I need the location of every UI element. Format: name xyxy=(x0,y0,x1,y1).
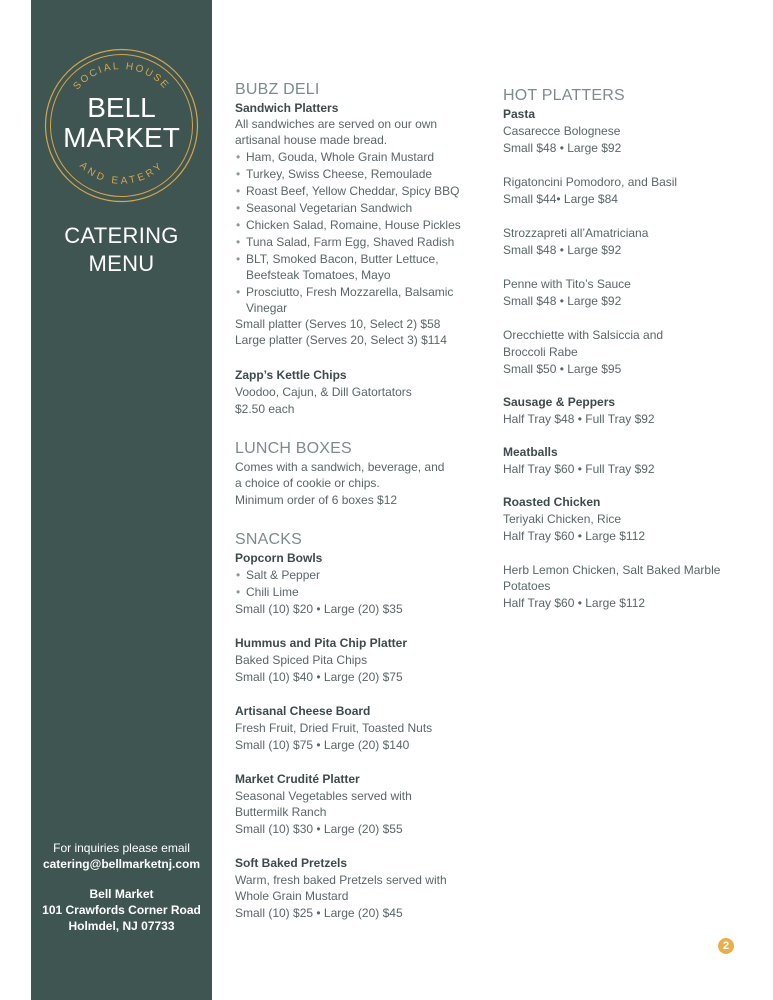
deli-intro-line2: artisanal house made bread. xyxy=(235,133,388,147)
popcorn-price: Small (10) $20 • Large (20) $35 xyxy=(235,602,403,616)
list-item: • Salt & Pepper xyxy=(235,567,480,583)
pretzel-title: Soft Baked Pretzels xyxy=(235,856,348,870)
hummus-title: Hummus and Pita Chip Platter xyxy=(235,636,408,650)
list-item: • Roast Beef, Yellow Cheddar, Spicy BBQ xyxy=(235,183,480,199)
pasta-4-price: Small $48 • Large $92 xyxy=(503,294,622,308)
pretzel-desc-line1: Warm, fresh baked Pretzels served with xyxy=(235,873,447,887)
sausage-title: Sausage & Peppers xyxy=(503,395,616,409)
hummus-price: Small (10) $40 • Large (20) $75 xyxy=(235,670,403,684)
address-name: Bell Market xyxy=(89,887,154,901)
meatballs-title: Meatballs xyxy=(503,445,558,459)
list-item: • Turkey, Swiss Cheese, Remoulade xyxy=(235,166,480,182)
address-street: 101 Crawfords Corner Road xyxy=(42,903,201,917)
sidebar xyxy=(31,0,212,1000)
deli-subtitle: Sandwich Platters xyxy=(235,101,339,115)
chicken-2-price: Half Tray $60 • Large $112 xyxy=(503,596,646,610)
pasta-1-name: Casarecce Bolognese xyxy=(503,124,621,138)
chips-desc: Voodoo, Cajun, & Dill Gatortators xyxy=(235,385,412,399)
list-item: • Chicken Salad, Romaine, House Pickles xyxy=(235,217,480,233)
section-title-hot: HOT PLATTERS xyxy=(503,87,625,104)
pasta-5-name-line1: Orecchiette with Salsiccia and xyxy=(503,328,664,342)
list-item-blt xyxy=(235,251,480,283)
lunch-desc-line2: a choice of cookie or chips. xyxy=(235,476,380,490)
crudite-price: Small (10) $30 • Large (20) $55 xyxy=(235,822,403,836)
list-item: • Chili Lime xyxy=(235,584,480,600)
small-platter-price: Small platter (Serves 10, Select 2) $58 xyxy=(235,317,441,331)
list-item: • Tuna Salad, Farm Egg, Shaved Radish xyxy=(235,234,480,250)
catering-title-line2: MENU xyxy=(88,251,155,276)
section-title-snacks: SNACKS xyxy=(235,531,302,548)
pasta-5-name-line2: Broccoli Rabe xyxy=(503,345,578,359)
section-title-lunch: LUNCH BOXES xyxy=(235,440,352,457)
pasta-3-price: Small $48 • Large $92 xyxy=(503,243,622,257)
meatballs-price: Half Tray $60 • Full Tray $92 xyxy=(503,462,655,476)
chicken-2-name-line2: Potatoes xyxy=(503,579,551,593)
address-city: Holmdel, NJ 07733 xyxy=(68,919,175,933)
prosciutto-line2: Vinegar xyxy=(246,301,288,315)
logo-arc-top: SOCIAL HOUSE xyxy=(71,60,172,93)
cheese-title: Artisanal Cheese Board xyxy=(235,704,371,718)
logo-name-line1: BELL xyxy=(87,92,156,123)
blt-line1: • BLT, Smoked Bacon, Butter Lettuce, xyxy=(246,252,439,266)
contact-email[interactable]: catering@bellmarketnj.com xyxy=(42,857,201,871)
contact-block xyxy=(31,840,212,934)
catering-title-line1: CATERING xyxy=(64,223,179,248)
blt-line2: Beefsteak Tomatoes, Mayo xyxy=(246,268,391,282)
bell-market-logo xyxy=(43,47,200,204)
chips-price: $2.50 each xyxy=(235,402,295,416)
logo-name-line2: MARKET xyxy=(63,122,180,153)
popcorn-title: Popcorn Bowls xyxy=(235,551,323,565)
large-platter-price: Large platter (Serves 20, Select 3) $114 xyxy=(235,333,447,347)
menu-column-left xyxy=(235,80,480,921)
menu-column-right xyxy=(503,86,753,611)
list-item-prosciutto xyxy=(235,284,480,316)
pasta-1-price: Small $48 • Large $92 xyxy=(503,141,622,155)
pasta-4-name: Penne with Tito’s Sauce xyxy=(503,277,631,291)
lunch-desc-line1: Comes with a sandwich, beverage, and xyxy=(235,460,445,474)
list-item: • Ham, Gouda, Whole Grain Mustard xyxy=(235,149,480,165)
crudite-desc-line2: Buttermilk Ranch xyxy=(235,805,327,819)
deli-intro-line1: All sandwiches are served on our own xyxy=(235,117,438,131)
chicken-1-price: Half Tray $60 • Large $112 xyxy=(503,529,646,543)
crudite-desc-line1: Seasonal Vegetables served with xyxy=(235,789,412,803)
lunch-minimum: Minimum order of 6 boxes $12 xyxy=(235,493,398,507)
sausage-price: Half Tray $48 • Full Tray $92 xyxy=(503,412,655,426)
pasta-5-price: Small $50 • Large $95 xyxy=(503,362,622,376)
hummus-desc: Baked Spiced Pita Chips xyxy=(235,653,368,667)
crudite-title: Market Crudité Platter xyxy=(235,772,360,786)
logo-arc-bottom: AND EATERY xyxy=(77,160,166,188)
catering-menu-title xyxy=(31,222,212,278)
inquiry-text: For inquiries please email xyxy=(53,841,190,855)
pasta-title: Pasta xyxy=(503,107,536,121)
chicken-2-name-line1: Herb Lemon Chicken, Salt Baked Marble xyxy=(503,563,721,577)
section-title-deli: BUBZ DELI xyxy=(235,81,320,98)
chicken-1-name: Teriyaki Chicken, Rice xyxy=(503,512,622,526)
pasta-2-name: Rigatoncini Pomodoro, and Basil xyxy=(503,175,678,189)
pretzel-price: Small (10) $25 • Large (20) $45 xyxy=(235,906,403,920)
cheese-price: Small (10) $75 • Large (20) $140 xyxy=(235,738,410,752)
pasta-3-name: Strozzapreti all’Amatriciana xyxy=(503,226,649,240)
prosciutto-line1: • Prosciutto, Fresh Mozzarella, Balsamic xyxy=(246,285,454,299)
chicken-title: Roasted Chicken xyxy=(503,495,601,509)
list-item: • Seasonal Vegetarian Sandwich xyxy=(235,200,480,216)
pasta-2-price: Small $44• Large $84 xyxy=(503,192,618,206)
chips-title: Zapp’s Kettle Chips xyxy=(235,368,347,382)
page-number-badge: 2 xyxy=(718,938,734,954)
pretzel-desc-line2: Whole Grain Mustard xyxy=(235,889,349,903)
cheese-desc: Fresh Fruit, Dried Fruit, Toasted Nuts xyxy=(235,721,433,735)
